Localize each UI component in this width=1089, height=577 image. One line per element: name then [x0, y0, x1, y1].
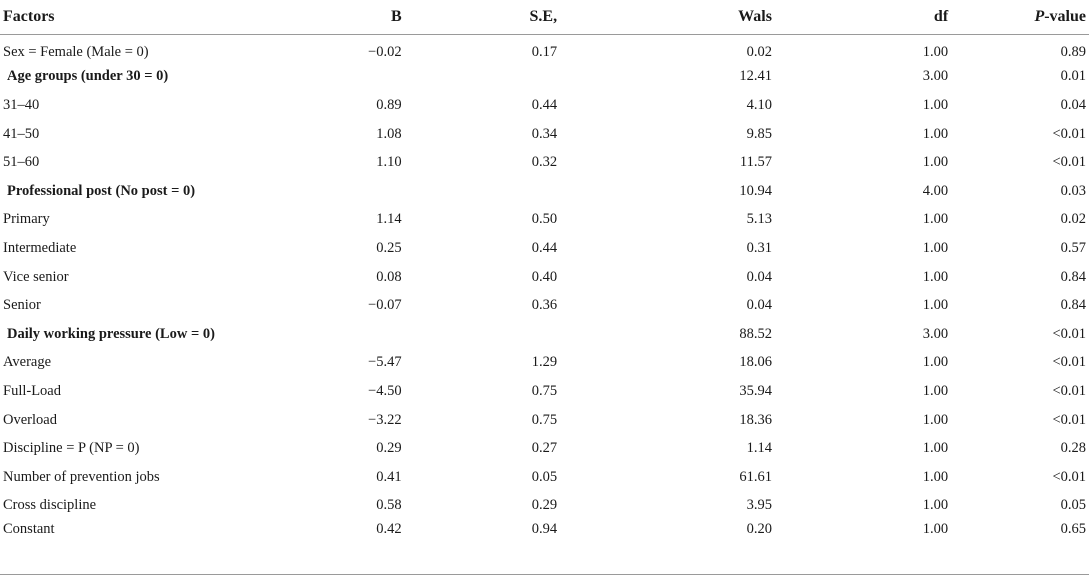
cell-se: 1.29 — [531, 354, 558, 371]
table-row — [0, 263, 1089, 292]
cell-wals: 4.10 — [746, 96, 772, 113]
cell-p: 0.28 — [1060, 440, 1086, 457]
cell-wals: 0.02 — [746, 44, 772, 61]
cell-factor: Constant — [3, 520, 55, 537]
table-row — [0, 349, 1089, 378]
table-row-group — [0, 177, 1089, 206]
cell-df: 3.00 — [922, 325, 949, 342]
cell-wals: 5.13 — [746, 211, 772, 228]
header-p-italic: P — [1034, 7, 1045, 25]
cell-factor: Cross discipline — [3, 497, 97, 514]
cell-se: 0.75 — [531, 411, 558, 428]
cell-wals: 0.04 — [746, 297, 772, 314]
cell-p: <0.01 — [1052, 125, 1086, 142]
cell-b: −0.07 — [368, 297, 402, 314]
cell-b — [270, 63, 402, 92]
cell-df: 1.00 — [922, 382, 949, 399]
cell-se: 0.34 — [531, 125, 558, 142]
table-row-group — [0, 63, 1089, 92]
cell-wals: 1.14 — [746, 440, 772, 457]
cell-wals: 9.85 — [746, 125, 772, 142]
cell-b: 1.08 — [376, 125, 402, 142]
cell-p: 0.03 — [1060, 182, 1086, 199]
cell-wals: 10.94 — [739, 182, 772, 199]
table-row — [0, 34, 1089, 63]
cell-b: 1.14 — [376, 211, 402, 228]
cell-se: 0.36 — [531, 297, 558, 314]
cell-wals: 11.57 — [739, 154, 772, 171]
cell-p: 0.04 — [1060, 96, 1086, 113]
cell-wals: 61.61 — [739, 468, 772, 485]
cell-wals: 0.20 — [746, 520, 772, 537]
cell-factor: 31–40 — [3, 96, 40, 113]
cell-factor: Age groups (under 30 = 0) — [7, 68, 169, 85]
cell-factor: Full-Load — [3, 382, 61, 399]
cell-p: <0.01 — [1052, 325, 1086, 342]
cell-se — [402, 320, 557, 349]
cell-b: 0.08 — [376, 268, 402, 285]
cell-b: 0.42 — [376, 520, 402, 537]
cell-p: <0.01 — [1052, 468, 1086, 485]
cell-se: 0.44 — [531, 239, 558, 256]
cell-se — [402, 177, 557, 206]
header-factors: Factors — [0, 0, 270, 34]
cell-p: <0.01 — [1052, 382, 1086, 399]
cell-df: 1.00 — [922, 440, 949, 457]
table-row-group — [0, 320, 1089, 349]
cell-df: 1.00 — [922, 96, 949, 113]
cell-df: 3.00 — [922, 68, 949, 85]
cell-b: 0.29 — [376, 440, 402, 457]
cell-df: 1.00 — [922, 239, 949, 256]
cell-se: 0.29 — [531, 497, 558, 514]
cell-df: 1.00 — [922, 268, 949, 285]
cell-wals: 88.52 — [739, 325, 772, 342]
header-b: B — [270, 0, 402, 34]
cell-b: 0.58 — [376, 497, 402, 514]
cell-df: 1.00 — [922, 125, 949, 142]
cell-se: 0.17 — [531, 44, 558, 61]
cell-b: 0.41 — [376, 468, 402, 485]
cell-factor: Professional post (No post = 0) — [7, 182, 196, 199]
table-row — [0, 234, 1089, 263]
cell-p: 0.84 — [1060, 297, 1086, 314]
cell-b — [270, 177, 402, 206]
cell-b: 0.25 — [376, 239, 402, 256]
cell-se: 0.27 — [531, 440, 558, 457]
table-body — [0, 34, 1089, 549]
table-row — [0, 91, 1089, 120]
cell-p: 0.02 — [1060, 211, 1086, 228]
cell-factor: Sex = Female (Male = 0) — [3, 44, 149, 61]
header-df: df — [772, 0, 948, 34]
cell-se: 0.75 — [531, 382, 558, 399]
header-wals: Wals — [557, 0, 772, 34]
cell-se: 0.44 — [531, 96, 558, 113]
cell-factor: Intermediate — [3, 239, 77, 256]
cell-p: <0.01 — [1052, 411, 1086, 428]
cell-p: <0.01 — [1052, 354, 1086, 371]
cell-b: −4.50 — [368, 382, 402, 399]
cell-se: 0.94 — [531, 520, 558, 537]
header-p-value — [948, 0, 1089, 34]
table-row — [0, 492, 1089, 521]
cell-b: −0.02 — [368, 44, 402, 61]
cell-se: 0.32 — [531, 154, 558, 171]
table-row — [0, 377, 1089, 406]
cell-factor: Overload — [3, 411, 57, 428]
cell-p: 0.65 — [1060, 520, 1086, 537]
cell-df: 1.00 — [922, 354, 949, 371]
table-row — [0, 463, 1089, 492]
cell-b — [270, 320, 402, 349]
cell-factor: 51–60 — [3, 154, 40, 171]
cell-p: 0.01 — [1060, 68, 1086, 85]
header-p-rest: -value — [1044, 7, 1086, 25]
cell-df: 1.00 — [922, 154, 949, 171]
cell-se — [402, 63, 557, 92]
cell-df: 4.00 — [922, 182, 949, 199]
cell-factor: Primary — [3, 211, 50, 228]
cell-p: 0.89 — [1060, 44, 1086, 61]
cell-se: 0.40 — [531, 268, 558, 285]
cell-factor: 41–50 — [3, 125, 40, 142]
bottom-rule — [0, 574, 1089, 575]
cell-df: 1.00 — [922, 520, 949, 537]
cell-factor: Discipline = P (NP = 0) — [3, 440, 140, 457]
cell-wals: 12.41 — [739, 68, 772, 85]
cell-factor: Daily working pressure (Low = 0) — [7, 325, 215, 342]
cell-b: 0.89 — [376, 96, 402, 113]
cell-wals: 18.36 — [739, 411, 772, 428]
table-row — [0, 520, 1089, 549]
cell-p: 0.05 — [1060, 497, 1086, 514]
cell-df: 1.00 — [922, 211, 949, 228]
cell-wals: 35.94 — [739, 382, 772, 399]
cell-p: <0.01 — [1052, 154, 1086, 171]
cell-wals: 0.31 — [746, 239, 772, 256]
table-row — [0, 148, 1089, 177]
cell-b: −5.47 — [368, 354, 402, 371]
table-row — [0, 291, 1089, 320]
cell-df: 1.00 — [922, 497, 949, 514]
cell-se: 0.50 — [531, 211, 558, 228]
header-se: S.E, — [402, 0, 557, 34]
cell-df: 1.00 — [922, 44, 949, 61]
cell-df: 1.00 — [922, 411, 949, 428]
cell-factor: Number of prevention jobs — [3, 468, 160, 485]
cell-p: 0.57 — [1060, 239, 1086, 256]
table-row — [0, 406, 1089, 435]
cell-se: 0.05 — [531, 468, 558, 485]
table-row — [0, 434, 1089, 463]
header-row — [0, 0, 1089, 34]
cell-wals: 0.04 — [746, 268, 772, 285]
cell-b: 1.10 — [376, 154, 402, 171]
cell-factor: Vice senior — [3, 268, 69, 285]
cell-b: −3.22 — [368, 411, 402, 428]
cell-factor: Senior — [3, 297, 41, 314]
cell-wals: 3.95 — [746, 497, 772, 514]
table-row — [0, 120, 1089, 149]
table-row — [0, 206, 1089, 235]
cell-df: 1.00 — [922, 297, 949, 314]
cell-p: 0.84 — [1060, 268, 1086, 285]
cell-wals: 18.06 — [739, 354, 772, 371]
cell-df: 1.00 — [922, 468, 949, 485]
cell-factor: Average — [3, 354, 52, 371]
